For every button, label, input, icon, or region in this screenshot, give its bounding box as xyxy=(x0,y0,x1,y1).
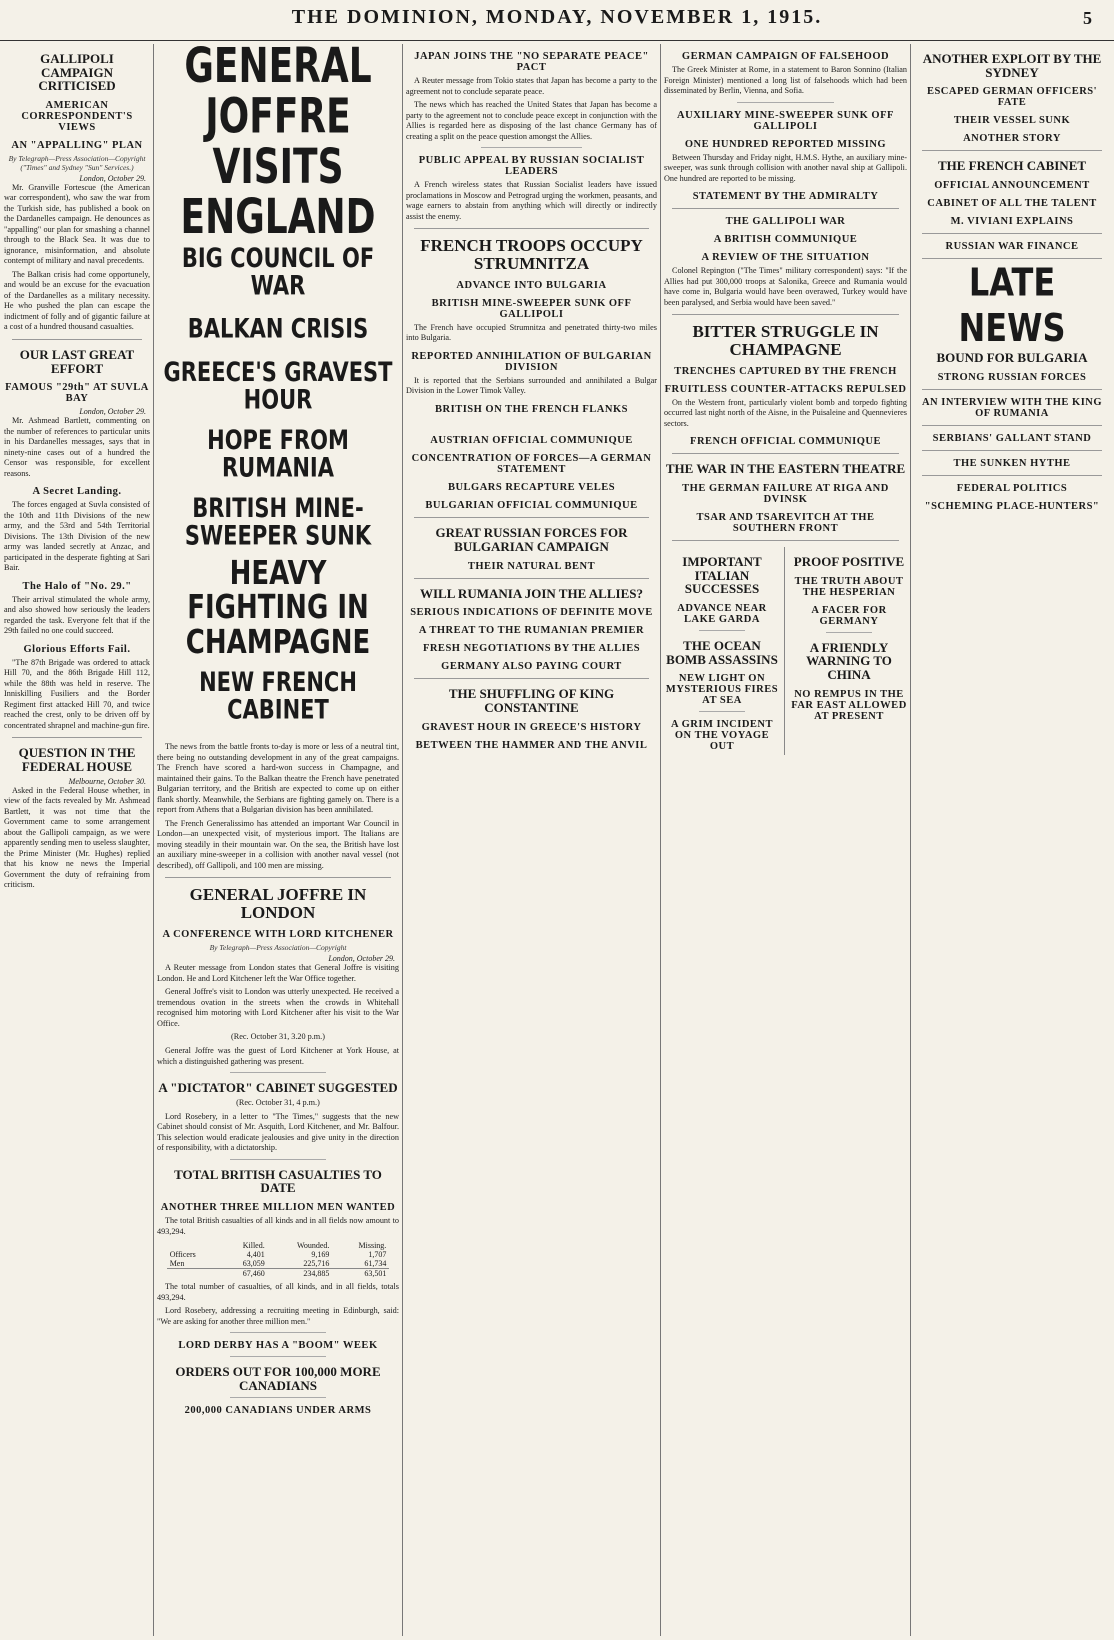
section-subhead: ANOTHER STORY xyxy=(963,133,1061,145)
main-headline: GENERAL JOFFRE VISITS ENGLAND xyxy=(180,44,376,246)
casualty-table xyxy=(167,1241,390,1278)
subheadline: TRENCHES CAPTURED BY THE FRENCH xyxy=(674,365,897,377)
article-paragraph: The Balkan crisis had come opportunely, and would be an excuse for the evacuation of the Dardanelles as a military necessity. He who pushed the plan can escape the indictment of folly and of gigantic failure at a cost of a hundred thousand casualties. xyxy=(4,269,150,332)
section-subhead: A Secret Landing. xyxy=(32,486,122,498)
headline: BITTER STRUGGLE IN CHAMPAGNE xyxy=(692,322,879,359)
table-cell: 63,059 xyxy=(242,1259,265,1269)
dateline: London, October 29. xyxy=(79,173,146,183)
subheadline: STRONG RUSSIAN FORCES xyxy=(937,371,1087,383)
article-paragraph: Between Thursday and Friday night, H.M.S. Hythe, an auxiliary mine-sweeper, was sunk through collision with another naval ship at Gallipoli. One hundred are reported to be missing. xyxy=(664,152,907,183)
divider xyxy=(922,389,1102,390)
divider xyxy=(414,578,649,579)
column-rule xyxy=(910,44,911,1636)
divider xyxy=(826,632,872,633)
article-paragraph: Asked in the Federal House whether, in view of the facts revealed by Mr. Ashmead Bartlett, it was not time that the Government came to some arrangement about the Gallipoli campaign, as we were apparently sending men to useless slaughter, the Prime Minister (Mr. Hughes) replied that his know ne news the Imperial Government the duty of refraining from criticism. xyxy=(4,785,150,890)
article-text xyxy=(406,418,657,429)
subheadline: CABINET OF ALL THE TALENT xyxy=(927,198,1097,209)
headline: THEIR NATURAL BENT xyxy=(467,560,596,572)
divider xyxy=(672,453,899,454)
subheadline: AN "APPALLING" PLAN xyxy=(11,139,143,151)
column-5 xyxy=(914,44,1110,1636)
page-number: 5 xyxy=(1083,8,1092,28)
divider xyxy=(414,228,649,229)
divider xyxy=(672,314,899,315)
headline-deck: BIG COUNCIL OF WAR xyxy=(181,243,375,301)
table-cell: 67,460 xyxy=(242,1269,265,1279)
headline: THE OCEAN BOMB ASSASSINS xyxy=(666,638,778,667)
section-subhead: Glorious Efforts Fail. xyxy=(23,643,131,655)
article-paragraph: The French Generalissimo has attended an important War Council in London—an unexpected visit, of mysterious import. The Italians are moving steadily in their mountain war. On the sea, the British have lost an auxiliary mine-sweeper in a collision with another naval vessel (not described), off Gallipoli, and 100 men are missing. xyxy=(157,818,399,870)
subheadline: A BRITISH COMMUNIQUE xyxy=(713,234,858,246)
divider xyxy=(165,877,391,878)
headline-deck: BALKAN CRISIS xyxy=(187,314,369,345)
subheadline: NEW LIGHT ON MYSTERIOUS FIRES AT SEA xyxy=(665,673,779,707)
article-paragraph: The total number of casualties, of all kinds, and in all fields, totals 493,294. xyxy=(157,1282,399,1302)
table-cell: 1,707 xyxy=(368,1250,387,1260)
received-line: (Rec. October 31, 4 p.m.) xyxy=(236,1097,320,1107)
table-cell: 9,169 xyxy=(311,1250,330,1260)
column-rule xyxy=(660,44,661,1636)
divider xyxy=(230,1397,327,1398)
bottom-split xyxy=(664,547,907,755)
subheadline: NO REMPUS IN THE FAR EAST ALLOWED AT PRESENT xyxy=(791,688,907,722)
article-paragraph: General Joffre was the guest of Lord Kitchener at York House, at which a distinguished gathering was present. xyxy=(157,1046,399,1066)
headline: TSAR AND TSAREVITCH AT THE SOUTHERN FRONT xyxy=(696,512,875,535)
headline: BULGARIAN OFFICIAL COMMUNIQUE xyxy=(425,500,638,512)
subheadline: ONE HUNDRED REPORTED MISSING xyxy=(684,138,887,150)
column-4 xyxy=(664,44,907,1636)
table-cell: Missing. xyxy=(358,1241,387,1251)
divider xyxy=(481,147,581,148)
headline: A GRIM INCIDENT ON THE VOYAGE OUT xyxy=(670,719,773,753)
table-cell: 4,401 xyxy=(246,1250,265,1260)
headline: QUESTION IN THE FEDERAL HOUSE xyxy=(18,745,136,774)
newspaper-title: THE DOMINION, MONDAY, NOVEMBER 1, 1915. xyxy=(291,6,823,28)
divider xyxy=(922,425,1102,426)
headline: THE SHUFFLING OF KING CONSTANTINE xyxy=(448,686,615,716)
table-cell: 63,501 xyxy=(364,1269,387,1279)
article-paragraph: The news from the battle fronts to-day is more or less of a neutral tint, there being no outstanding development in any of the great campaigns. The French have scored a hard-won success in Champagne, and maintained their gains. To the Balkan theatre the French have penetrated Bulgarian territory, and the British are expected to come up on either flank shortly. Meanwhile, the Serbians are fighting gamely on. There is a report from Athens that a Bulgarian division has been annihilated. xyxy=(157,742,399,815)
subheadline: BRITISH MINE-SWEEPER SUNK OFF GALLIPOLI xyxy=(431,297,632,320)
table-cell: Officers xyxy=(169,1250,196,1260)
headline: GALLIPOLI CAMPAIGN CRITICISED xyxy=(38,51,116,94)
dateline: London, October 29. xyxy=(328,954,395,964)
headline: BOUND FOR BULGARIA xyxy=(936,350,1088,366)
subheadline: FRUITLESS COUNTER-ATTACKS REPULSED xyxy=(664,383,907,395)
headline: BULGARS RECAPTURE VELES xyxy=(447,482,616,494)
headline: OUR LAST GREAT EFFORT xyxy=(19,346,135,376)
divider xyxy=(699,711,745,712)
divider xyxy=(230,1072,327,1073)
subheadline: GRAVEST HOUR IN GREECE'S HISTORY xyxy=(421,721,642,733)
divider xyxy=(230,1356,327,1357)
table-cell: 234,885 xyxy=(303,1269,330,1279)
headline: ORDERS OUT FOR 100,000 MORE CANADIANS xyxy=(175,1364,381,1393)
table-cell: Wounded. xyxy=(296,1241,330,1251)
divider xyxy=(230,1159,327,1160)
subheadline: THE TRUTH ABOUT THE HESPERIAN xyxy=(794,575,904,598)
headline-deck: HOPE FROM RUMANIA xyxy=(207,425,349,484)
subheadline: AMERICAN CORRESPONDENT'S VIEWS xyxy=(21,99,133,133)
headline: SERBIANS' GALLANT STAND xyxy=(932,432,1092,444)
headline: A "DICTATOR" CABINET SUGGESTED xyxy=(158,1080,398,1096)
subheadline: OFFICIAL ANNOUNCEMENT xyxy=(934,179,1090,191)
headline: FRENCH TROOPS OCCUPY STRUMNITZA xyxy=(420,236,643,273)
divider xyxy=(12,339,142,340)
subheadline: A CONFERENCE WITH LORD KITCHENER xyxy=(162,929,394,941)
subheadline: THE GERMAN FAILURE AT RIGA AND DVINSK xyxy=(682,483,889,506)
column-2 xyxy=(157,44,399,1636)
subheadline: ESCAPED GERMAN OFFICERS' FATE xyxy=(926,86,1098,109)
article-paragraph: Their arrival stimulated the whole army, and also showed how seriously the leaders regarded the task. Everyone felt that if the 29th failed no one could succeed. xyxy=(4,594,150,636)
headline: FRESH NEGOTIATIONS BY THE ALLIES xyxy=(422,643,641,655)
headline: ANOTHER EXPLOIT BY THE SYDNEY xyxy=(922,51,1102,80)
divider xyxy=(414,517,649,518)
article-paragraph: Colonel Repington ("The Times" military correspondent) says: "If the Allies had put 300,000 troops at Salonika, Greece and Rumania would have come in, Bulgaria would have been overawed, Turkey would have been paralysed, and Serbia would have been saved." xyxy=(664,266,907,307)
credit-line: By Telegraph—Press Association—Copyright ("Times" and Sydney "Sun" Services.) xyxy=(8,153,146,172)
subheadline: FAMOUS "29th" AT SUVLA BAY xyxy=(5,382,149,405)
headline: GENERAL JOFFRE IN LONDON xyxy=(189,885,367,923)
table-cell: 225,716 xyxy=(303,1259,330,1269)
headline: RUSSIAN WAR FINANCE xyxy=(945,241,1079,253)
article-paragraph: "The 87th Brigade was ordered to attack Hill 70, and the 86th Brigade Hill 112, while the 88th was held in reserve. The Inniskilling Fusiliers and the Border Regiment first attacked Hill 70, and twice reached the crest, only to be driven off by concentrated shrapnel and machine-gun fire. xyxy=(4,657,150,730)
divider xyxy=(672,208,899,209)
article-paragraph: Lord Rosebery, addressing a recruiting meeting in Edinburgh, said: "We are asking for another three million men." xyxy=(157,1306,399,1326)
headline: PROOF POSITIVE xyxy=(793,554,905,570)
article-paragraph: The Greek Minister at Rome, in a statement to Baron Sonnino (Italian Foreign Minister) mentioned a long list of falsehoods which had been disseminated by Berlin, Vienna, and Sofia. xyxy=(664,65,907,96)
subheadline: ADVANCE INTO BULGARIA xyxy=(456,279,607,291)
article-paragraph: The news which has reached the United States that Japan has become a party to the agreement not to conclude peace except in conjunction with the Allies is regarded here as disposing of the last chance Germany has of creating a split on the peace question amongst the Allies. xyxy=(406,100,657,141)
subheadline: ADVANCE NEAR LAKE GARDA xyxy=(677,602,767,625)
subheadline: THEIR VESSEL SUNK xyxy=(953,115,1071,127)
headline: A REVIEW OF THE SITUATION xyxy=(701,252,870,264)
headline: A FRIENDLY WARNING TO CHINA xyxy=(806,639,892,683)
masthead xyxy=(0,0,1114,41)
headline: AN INTERVIEW WITH THE KING OF RUMANIA xyxy=(921,396,1103,419)
article-paragraph: It is reported that the Serbians surrounded and annihilated a Bulgar Division in the Lower Timok Valley. xyxy=(406,375,657,396)
headline: PUBLIC APPEAL BY RUSSIAN SOCIALIST LEADERS xyxy=(418,155,645,178)
headline-deck: GREECE'S GRAVEST HOUR xyxy=(163,357,393,415)
headline: LORD DERBY HAS A "BOOM" WEEK xyxy=(178,1340,378,1352)
article-paragraph: Mr. Ashmead Bartlett, commenting on the number of references to particular units in his Dardanelles messages, says that in ninety-nine cases out of a hundred the Censor was responsible, for excellent reasons. xyxy=(4,416,150,478)
section-subhead: M. VIVIANI EXPLAINS xyxy=(950,216,1074,228)
subheadline: A FACER FOR GERMANY xyxy=(811,604,887,627)
article-paragraph: Lord Rosebery, in a letter to "The Times," suggests that the new Cabinet should consist of Mr. Asquith, Lord Kitchener, and Mr. Balfour. This selection would eradicate jealousies and give unity in the direction of responsibility, with a dictatorship. xyxy=(157,1111,399,1153)
divider xyxy=(922,475,1102,476)
divider xyxy=(922,233,1102,234)
headline: A THREAT TO THE RUMANIAN PREMIER xyxy=(418,625,645,637)
headline: THE FRENCH CABINET xyxy=(937,158,1087,174)
divider xyxy=(672,540,899,541)
headline: GREAT RUSSIAN FORCES FOR BULGARIAN CAMPAIGN xyxy=(435,525,628,555)
headline: THE SUNKEN HYTHE xyxy=(953,457,1071,469)
table-row xyxy=(167,1269,390,1279)
divider xyxy=(699,630,745,631)
subcolumn-left xyxy=(664,547,785,755)
late-news-banner: LATE NEWS xyxy=(958,259,1066,351)
headline: BRITISH ON THE FRENCH FLANKS xyxy=(435,403,628,415)
divider xyxy=(414,678,649,679)
table-cell xyxy=(167,1269,221,1279)
headline: TOTAL BRITISH CASUALTIES TO DATE xyxy=(174,1166,382,1196)
table-header-row xyxy=(167,1241,390,1250)
divider xyxy=(12,737,142,738)
headline: AUXILIARY MINE-SWEEPER SUNK OFF GALLIPOLI xyxy=(677,109,894,132)
divider xyxy=(230,1332,327,1333)
section-subhead: The Halo of "No. 29." xyxy=(22,580,132,592)
table-cell: Men xyxy=(169,1259,185,1269)
headline: THE WAR IN THE EASTERN THEATRE xyxy=(665,461,906,477)
article-paragraph: General Joffre's visit to London was utterly unexpected. He received a tremendous ovation in the streets when the crowds in Whitehall recognised him motoring with Lord Kitchener after his visit to the War Office. xyxy=(157,987,399,1028)
article-paragraph: A Reuter message from London states that General Joffre is visiting London. He and Lord Kitchener left the War Office together. xyxy=(157,963,399,983)
headline: THE GALLIPOLI WAR xyxy=(725,216,846,228)
headline: AUSTRIAN OFFICIAL COMMUNIQUE xyxy=(430,435,633,447)
column-3 xyxy=(406,44,657,1636)
headline: FEDERAL POLITICS xyxy=(956,482,1068,494)
subcolumn-right xyxy=(791,547,907,755)
headline: GERMANY ALSO PAYING COURT xyxy=(441,661,622,673)
headline: FRENCH OFFICIAL COMMUNIQUE xyxy=(690,436,881,448)
table-cell xyxy=(167,1241,221,1250)
table-cell: 61,734 xyxy=(364,1259,387,1269)
table-row xyxy=(167,1259,390,1269)
divider xyxy=(922,450,1102,451)
headline: WILL RUMANIA JOIN THE ALLIES? xyxy=(420,585,643,601)
subheadline: "SCHEMING PLACE-HUNTERS" xyxy=(924,500,1100,512)
article-paragraph: On the Western front, particularly violent bomb and torpedo fighting occurred last night north of the Aisne, in the Puisaleine and Quennevieres sectors. xyxy=(664,397,907,428)
article-paragraph: Mr. Granville Fortescue (the American war correspondent), who saw the war from the Turkish side, has published a book on the Dardanelles campaign. He denounces as "appalling" our plan for smashing a channel through to the Black Sea. It was due to ignorance, misinformation, and absolute contempt of military and naval precedents. xyxy=(4,182,150,266)
subheadline: ANOTHER THREE MILLION MEN WANTED xyxy=(160,1202,396,1214)
headline-deck: NEW FRENCH CABINET xyxy=(199,667,357,726)
table-row xyxy=(167,1250,390,1259)
headline: STATEMENT BY THE ADMIRALTY xyxy=(692,191,879,203)
headline: BETWEEN THE HAMMER AND THE ANVIL xyxy=(415,739,648,751)
headline: 200,000 CANADIANS UNDER ARMS xyxy=(184,1405,372,1417)
headline: CONCENTRATION OF FORCES—A GERMAN STATEMENT xyxy=(411,453,652,476)
subheadline: SERIOUS INDICATIONS OF DEFINITE MOVE xyxy=(410,607,653,619)
column-rule xyxy=(153,44,154,1636)
article-paragraph: The French have occupied Strumnitza and penetrated thirty-two miles into Bulgaria. xyxy=(406,322,657,343)
divider xyxy=(737,102,834,103)
headline: IMPORTANT ITALIAN SUCCESSES xyxy=(682,554,762,597)
table-cell: Killed. xyxy=(242,1241,265,1251)
article-paragraph: The forces engaged at Suvla consisted of the 10th and 11th Divisions of the new army, and the 53rd and 54th Territorial Divisions. The 13th Division of the new army was landed secretly at Anzac, and participated in the desperate fighting at Sari Bair. xyxy=(4,500,150,573)
article-paragraph: The total British casualties of all kinds and in all fields now amount to 493,294. xyxy=(157,1216,399,1236)
article-paragraph: A French wireless states that Russian Socialist leaders have issued proclamations in Moscow and Petrograd urging the workmen, peasants, and wage earners to abstain from anything which will directly or indirectly assist the enemy. xyxy=(406,180,657,221)
dateline: London, October 29. xyxy=(79,407,146,417)
divider xyxy=(922,150,1102,151)
headline-deck: BRITISH MINE-SWEEPER SUNK xyxy=(184,493,372,552)
headline: JAPAN JOINS THE "NO SEPARATE PEACE" PACT xyxy=(414,51,649,74)
received-line: (Rec. October 31, 3.20 p.m.) xyxy=(231,1032,325,1042)
column-rule xyxy=(402,44,403,1636)
column-1 xyxy=(4,44,150,1636)
headline-deck: HEAVY FIGHTING IN CHAMPAGNE xyxy=(185,555,371,662)
article-paragraph: A Reuter message from Tokio states that Japan has become a party to the agreement not to conclude separate peace. xyxy=(406,76,657,96)
credit-line: By Telegraph—Press Association—Copyright xyxy=(209,943,347,953)
headline: REPORTED ANNIHILATION OF BULGARIAN DIVISION xyxy=(411,350,652,373)
dateline: Melbourne, October 30. xyxy=(68,776,146,786)
headline: GERMAN CAMPAIGN OF FALSEHOOD xyxy=(681,51,890,62)
